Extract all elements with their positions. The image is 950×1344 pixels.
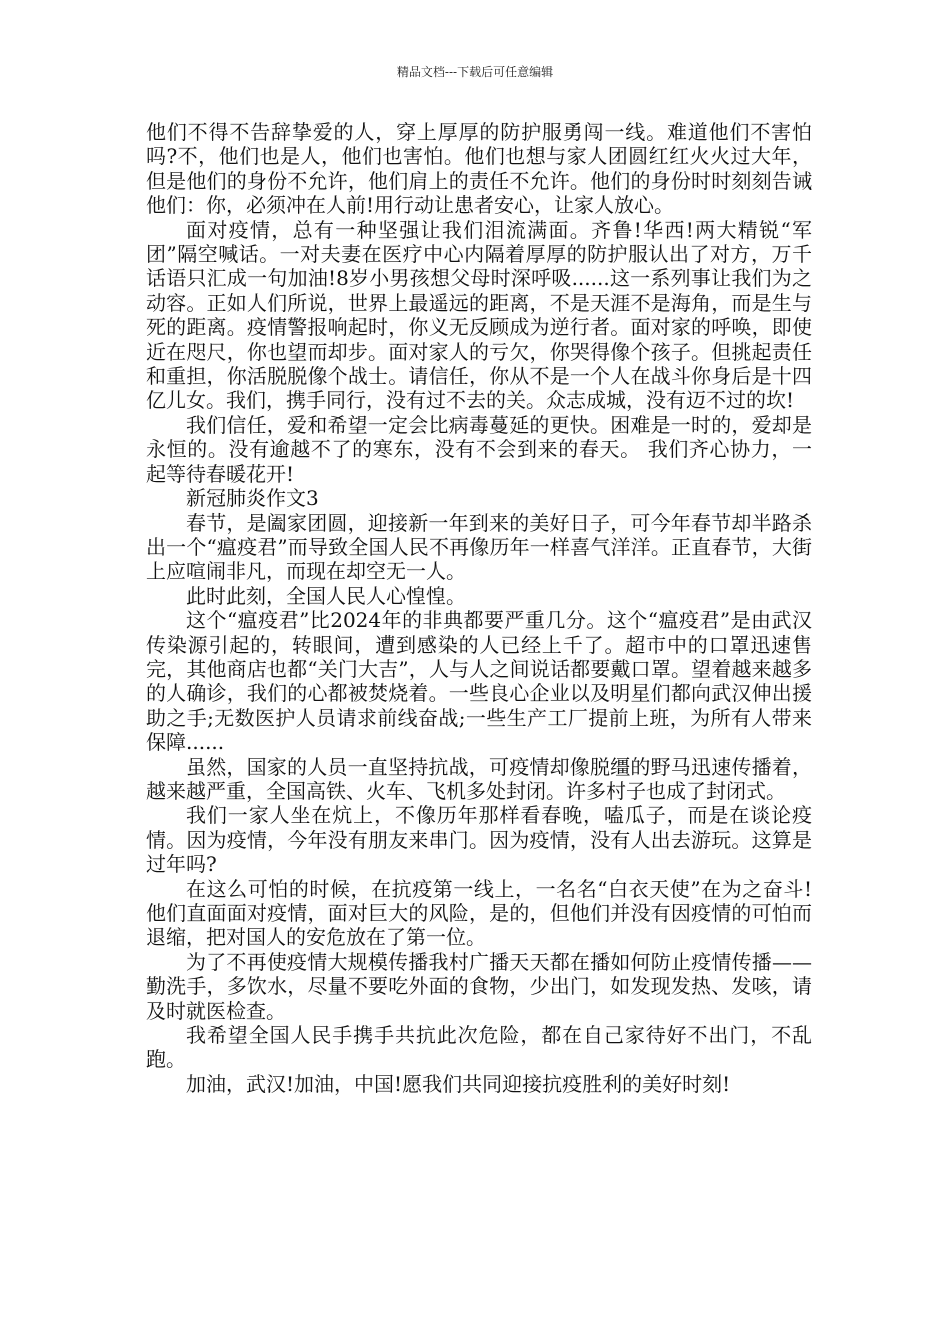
page-header: 精品文档---下载后可任意编辑	[396, 65, 554, 79]
paragraph: 为了不再使疫情大规模传播我村广播天天都在播如何防止疫情传播——勤洗手，多饮水，尽量不要吃外面的食物，少出门，如发现发热、发咳，请及时就医检查。	[146, 949, 812, 1023]
paragraph: 此时此刻，全国人民人心惶惶。	[186, 583, 466, 608]
paragraph: 加油，武汉!加油，中国!愿我们共同迎接抗疫胜利的美好时刻!	[186, 1071, 731, 1096]
paragraph: 我们信任，爱和希望一定会比病毒蔓延的更快。困难是一时的，爱却是永恒的。没有逾越不了的寒东，没有不会到来的春天。 我们齐心协力，一起等待春暖花开!	[146, 412, 812, 486]
paragraph: 他们不得不告辞挚爱的人，穿上厚厚的防护服勇闯一线。难道他们不害怕吗?不，他们也是人，他们也害怕。他们也想与家人团圆红红火火过大年，但是他们的身份不允许，他们肩上的责任不允许。他们的身份时时刻刻告诫他们：你，必须冲在人前!用行动让患者安心，让家人放心。	[146, 120, 812, 218]
paragraph: 我希望全国人民手携手共抗此次危险，都在自己家待好不出门，不乱跑。	[146, 1023, 812, 1072]
section-title: 新冠肺炎作文3	[186, 486, 319, 511]
paragraph: 虽然，国家的人员一直坚持抗战，可疫情却像脱缰的野马迅速传播着，越来越严重，全国高铁、火车、飞机多处封闭。许多村子也成了封闭式。	[146, 754, 812, 803]
document-body	[146, 120, 812, 1096]
paragraph: 春节，是阖家团圆，迎接新一年到来的美好日子，可今年春节却半路杀出一个“瘟疫君”而导致全国人民不再像历年一样喜气洋洋。正直春节，大街上应喧闹非凡，而现在却空无一人。	[146, 510, 812, 584]
paragraph: 在这么可怕的时候，在抗疫第一线上，一名名“白衣天使”在为之奋斗!他们直面面对疫情，面对巨大的风险，是的，但他们并没有因疫情的可怕而退缩，把对国人的安危放在了第一位。	[146, 876, 812, 950]
paragraph: 面对疫情，总有一种坚强让我们泪流满面。齐鲁!华西!两大精锐“军团”隔空喊话。一对夫妻在医疗中心内隔着厚厚的防护服认出了对方，万千话语只汇成一句加油!8岁小男孩想父母时深呼吸......这一系列事让我们为之动容。正如人们所说，世界上最遥远的距离，不是天涯不是海角，而是生与死的距离。疫情警报响起时，你义无反顾成为逆行者。面对家的呼唤，即使近在咫尺，你也望而却步。面对家人的亏欠，你哭得像个孩子。但挑起责任和重担，你活脱脱像个战士。请信任，你从不是一个人在战斗你身后是十四亿儿女。我们，携手同行，没有过不去的关。众志成城，没有迈不过的坎!	[146, 217, 812, 413]
paragraph: 这个“瘟疫君”比2024年的非典都要严重几分。这个“瘟疫君”是由武汉传染源引起的，转眼间，遭到感染的人已经上千了。超市中的口罩迅速售完，其他商店也都“关门大吉”，人与人之间说话都要戴口罩。望着越来越多的人确诊，我们的心都被焚烧着。一些良心企业以及明星们都向武汉伸出援助之手;无数医护人员请求前线奋战;一些生产工厂提前上班，为所有人带来保障......	[146, 608, 812, 755]
paragraph: 我们一家人坐在炕上，不像历年那样看春晚，嗑瓜子，而是在谈论疫情。因为疫情，今年没有朋友来串门。因为疫情，没有人出去游玩。这算是过年吗?	[146, 803, 812, 877]
